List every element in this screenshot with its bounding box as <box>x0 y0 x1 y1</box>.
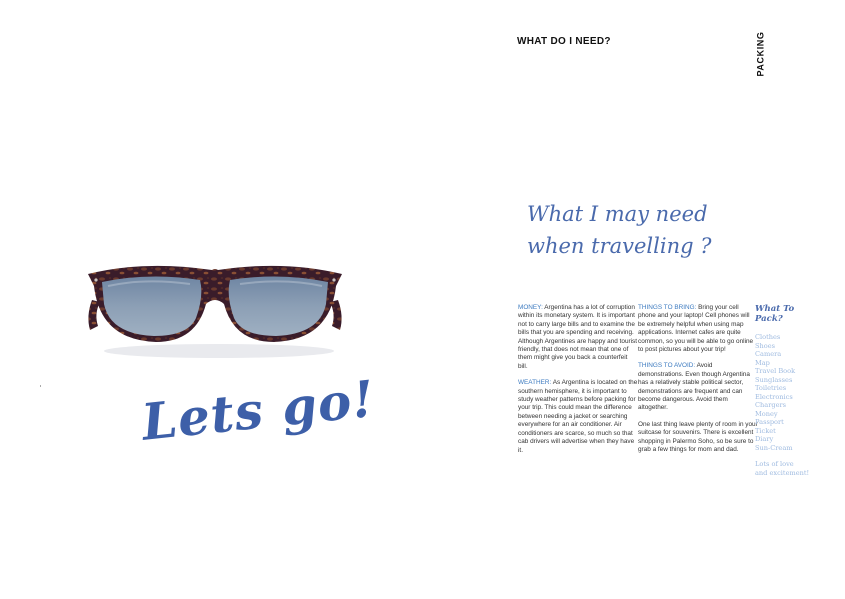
paragraph-lead: THINGS TO AVOID: <box>638 362 696 370</box>
packing-list-item: Electronics <box>755 392 793 401</box>
paragraph-lead: THINGS TO BRING: <box>638 304 697 311</box>
paragraph-weather <box>518 379 638 455</box>
packing-list-footer-line-1: Lots of love <box>755 460 794 468</box>
packing-list-footer-line-2: and excitement! <box>755 468 810 477</box>
packing-list-item: Camera <box>755 350 782 358</box>
packing-list-title-line-2: Pack? <box>755 314 783 324</box>
paragraph-things-to-bring <box>638 304 758 354</box>
packing-list-item: Toiletries <box>755 384 787 392</box>
packing-list <box>755 304 827 477</box>
paragraph-text: As Argentina is located on the southern hemisphere, it is important to study weather patterns before packing for your trip. This could mean the difference between needing a jacket or searching everywhere for an air conditioner. Air conditioners are scarce, so much so that cab drivers will advertise when they have it. <box>518 379 638 454</box>
packing-list-item: Shoes <box>755 341 776 350</box>
paragraph-text: Argentina has a lot of corruption within its monetary system. It is important not to carry large bills and to examine the bills that you are spending and receiving. Although Argentines are happy and tourist friendly, that does not mean that one of them might give you back a counterfeit bill. <box>518 304 638 370</box>
packing-list-footer <box>755 460 827 477</box>
paragraph-text: Avoid demonstrations. Even though Argentina has a relatively stable political sector, demonstrations are frequent and can become dangerous. Avoid them altogether. <box>638 362 750 412</box>
sunglasses-image <box>84 256 346 360</box>
packing-list-item: Clothes <box>755 333 781 341</box>
packing-list-item: Map <box>755 358 770 367</box>
paragraph-things-to-avoid <box>638 362 758 412</box>
paragraph-souvenirs <box>638 421 758 455</box>
packing-list-item: Travel Book <box>755 367 796 375</box>
headline-line-1: What I may need <box>527 202 708 226</box>
packing-list-title <box>755 304 827 324</box>
paragraph-money <box>518 304 638 371</box>
article-column-2 <box>638 304 758 463</box>
left-page <box>0 0 422 599</box>
packing-list-title-line-1: What To <box>755 304 795 314</box>
packing-list-item: Passport <box>755 418 784 426</box>
packing-tab-label: PACKING <box>756 31 767 77</box>
packing-list-item: Money <box>755 409 778 418</box>
page-mark <box>40 385 41 387</box>
headline <box>527 198 757 262</box>
packing-list-item: Chargers <box>755 401 787 409</box>
section-label: WHAT DO I NEED? <box>517 36 611 47</box>
paragraph-lead: WEATHER: <box>518 379 552 387</box>
packing-list-item: Sun-Cream <box>755 443 793 452</box>
article-column-1 <box>518 304 638 463</box>
packing-list-item: Sunglasses <box>755 375 793 384</box>
headline-line-2: when travelling ? <box>527 234 712 258</box>
packing-tab <box>747 31 775 77</box>
packing-list-item: Ticket <box>755 426 776 435</box>
packing-list-item: Diary <box>755 435 774 443</box>
paragraph-text: Bring your cell phone and your laptop! Cell phones will be extremely helpful when using map applications. Internet cafes are quite common, so you will be able to go online to post pictures about your trip! <box>638 304 754 354</box>
lets-go-title: Lets go! <box>138 368 378 452</box>
paragraph-lead: MONEY: <box>518 304 543 311</box>
paragraph-text: One last thing leave plenty of room in your suitcase for souvenirs. There is excellent shopping in Palermo Soho, so be sure to grab a few things for mom and dad. <box>638 420 758 454</box>
